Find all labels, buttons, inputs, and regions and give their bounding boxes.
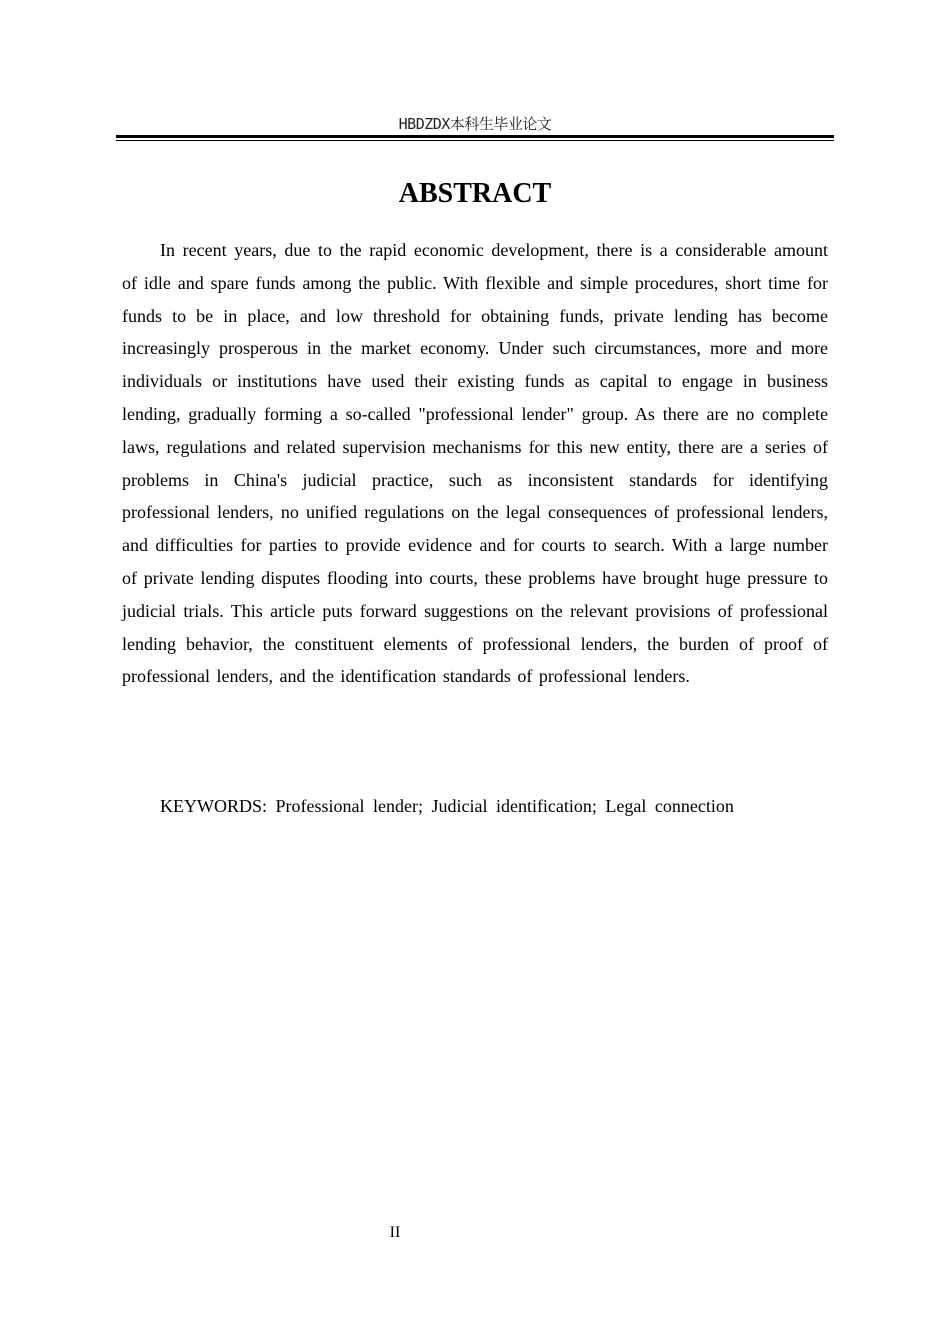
- page-number: II: [389, 1224, 401, 1241]
- header-rule-thin: [116, 140, 834, 141]
- header-rule-thick: [116, 135, 834, 138]
- abstract-title: ABSTRACT: [398, 178, 552, 209]
- keywords-line: KEYWORDS: Professional lender; Judicial identification; Legal connection: [160, 796, 734, 816]
- running-header: HBDZDX本科生毕业论文: [398, 115, 552, 133]
- abstract-body: In recent years, due to the rapid economic development, there is a considerable amount of idle and spare funds among the public. With flexible and simple procedures, short time for funds to be in place, and low threshold for obtaining funds, private lending has become increasingly prosperous in the market economy. Under such circumstances, more and more individuals or institutions have used their existing funds as capital to engage in business lending, gradually forming a so-called "professional lender" group. As there are no complete laws, regulations and related supervision mechanisms for this new entity, there are a series of problems in China's judicial practice, such as inconsistent standards for identifying professional lenders, no unified regulations on the legal consequences of professional lenders, and difficulties for parties to provide evidence and for courts to search. With a large number of private lending disputes flooding into courts, these problems have brought huge pressure to judicial trials. This article puts forward suggestions on the relevant provisions of professional lending behavior, the constituent elements of professional lenders, the burden of proof of professional lenders, and the identification standards of professional lenders.: [122, 240, 828, 687]
